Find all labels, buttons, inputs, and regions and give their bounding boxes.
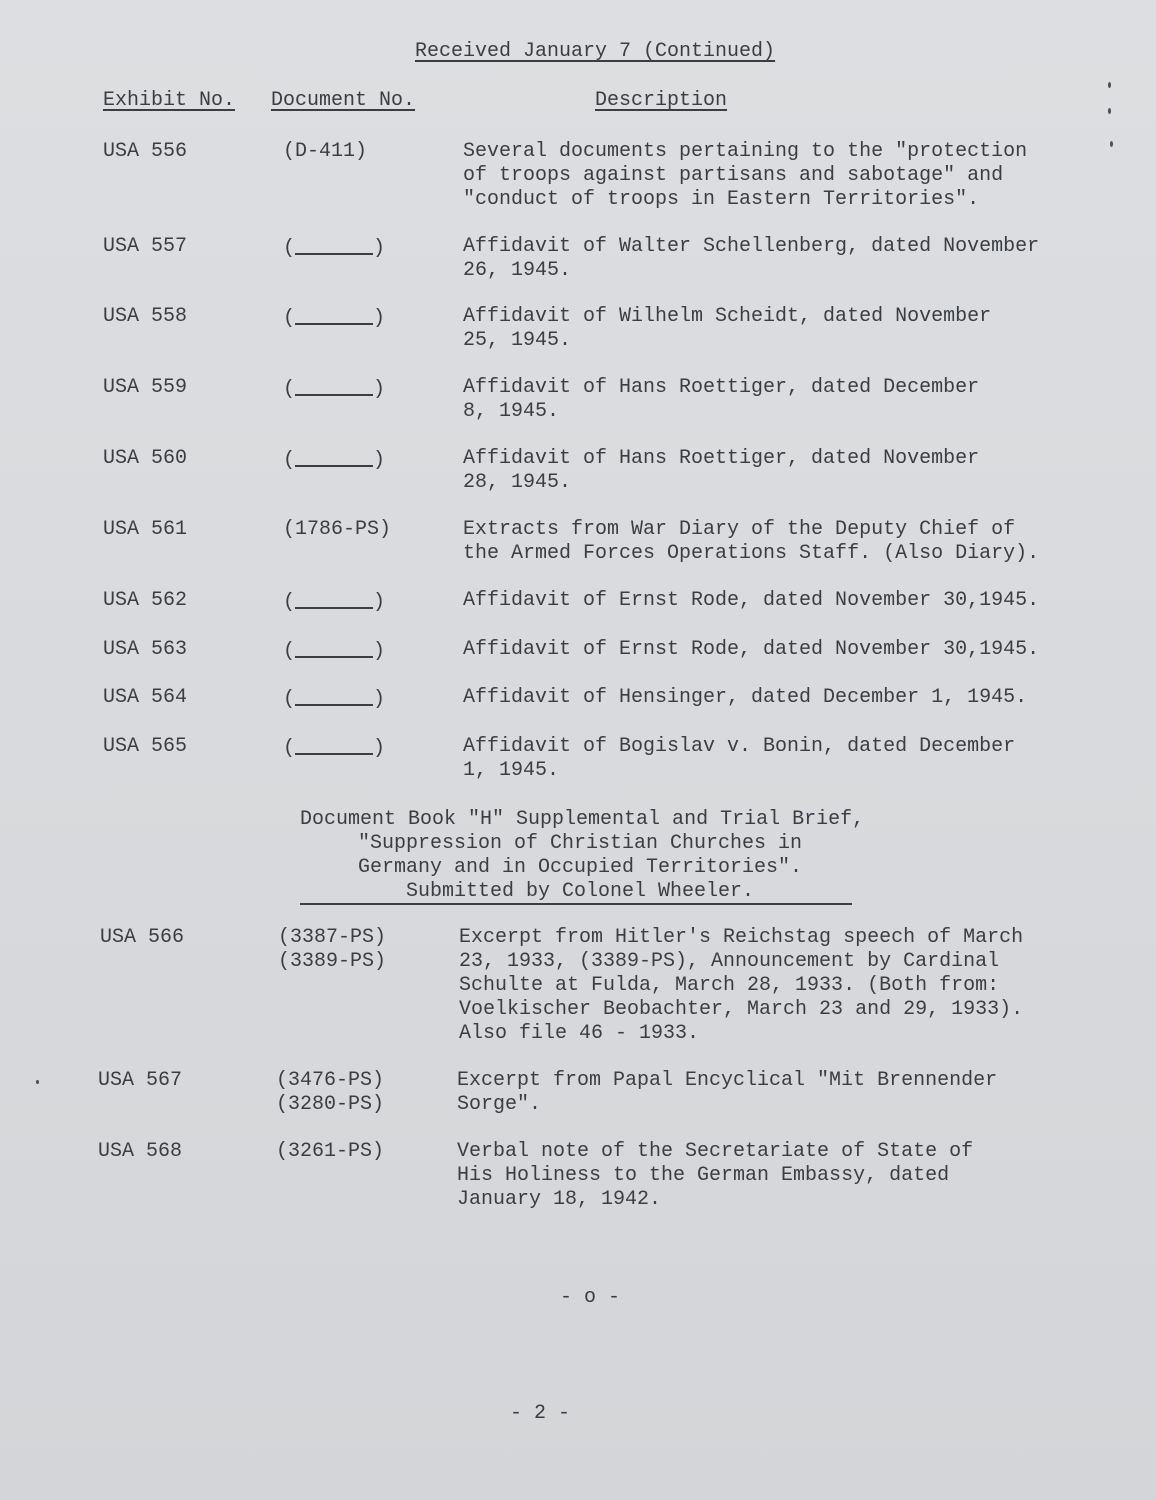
document-number-blank: ( ) [283, 378, 386, 401]
document-number-blank: ( ) [283, 737, 386, 760]
exhibit-number: USA 557 [103, 235, 188, 258]
exhibit-number: USA 562 [103, 589, 188, 612]
document-number: (3387-PS) (3389-PS) [278, 926, 387, 973]
end-separator: - o - [560, 1286, 621, 1309]
document-number: (1786-PS) [283, 518, 392, 541]
exhibit-number: USA 559 [103, 376, 188, 399]
description: Affidavit of Ernst Rode, dated November 30,1945. [463, 638, 1040, 661]
section-heading [300, 808, 865, 904]
description: Affidavit of Hans Roettiger, dated December 8, 1945. [463, 376, 980, 423]
description: Affidavit of Hans Roettiger, dated November 28, 1945. [463, 447, 980, 494]
document-number-blank: ( ) [283, 688, 386, 711]
exhibit-number: USA 558 [103, 305, 188, 328]
description: Several documents pertaining to the "protection of troops against partisans and sabotage" and "conduct of troops in Eastern Territories". [463, 140, 1028, 211]
exhibit-number: USA 561 [103, 518, 188, 541]
document-number-blank: ( ) [283, 307, 386, 330]
description: Affidavit of Bogislav v. Bonin, dated December 1, 1945. [463, 735, 1016, 782]
exhibit-number: USA 566 [100, 926, 185, 949]
column-header-exhibit: Exhibit No. [103, 89, 236, 112]
exhibit-number: USA 560 [103, 447, 188, 470]
description: Affidavit of Wilhelm Scheidt, dated November 25, 1945. [463, 305, 992, 352]
exhibit-number: USA 565 [103, 735, 188, 758]
document-number-blank: ( ) [283, 640, 386, 663]
section-underline [300, 903, 852, 905]
description: Excerpt from Papal Encyclical "Mit Brennender Sorge". [457, 1069, 998, 1116]
paper-speck [1110, 141, 1113, 147]
document-number: (3476-PS) (3280-PS) [276, 1069, 385, 1116]
exhibit-number: USA 556 [103, 140, 188, 163]
section-heading-text: Document Book "H" Supplemental and Trial Brief, "Suppression of Christian Churches in Germany and in Occupied Territories". Submitted by Colonel Wheeler. [300, 808, 865, 903]
exhibit-number: USA 564 [103, 686, 188, 709]
description: Affidavit of Walter Schellenberg, dated November 26, 1945. [463, 235, 1040, 282]
exhibit-number: USA 563 [103, 638, 188, 661]
column-header-document: Document No. [271, 89, 416, 112]
description: Excerpt from Hitler's Reichstag speech of March 23, 1933, (3389-PS), Announcement by Cardinal Schulte at Fulda, March 28, 1933. (Both from: Voelkischer Beobachter, March 23 and 29, 1933). Also file 46 - 1933. [459, 926, 1024, 1045]
document-number-blank: ( ) [283, 591, 386, 614]
document-number: (3261-PS) [276, 1140, 385, 1163]
description: Extracts from War Diary of the Deputy Chief of the Armed Forces Operations Staff. (Also Diary). [463, 518, 1040, 565]
paper-speck [36, 1080, 39, 1084]
document-number: (D-411) [283, 140, 368, 163]
paper-speck [1108, 82, 1111, 88]
page-heading: Received January 7 (Continued) [415, 40, 776, 63]
column-header-description: Description [595, 89, 728, 112]
exhibit-number: USA 567 [98, 1069, 183, 1092]
paper-speck [1108, 108, 1111, 114]
description: Verbal note of the Secretariate of State of His Holiness to the German Embassy, dated January 18, 1942. [457, 1140, 974, 1211]
description: Affidavit of Hensinger, dated December 1, 1945. [463, 686, 1028, 709]
page-number: - 2 - [510, 1402, 571, 1425]
description: Affidavit of Ernst Rode, dated November 30,1945. [463, 589, 1040, 612]
exhibit-number: USA 568 [98, 1140, 183, 1163]
document-number-blank: ( ) [283, 237, 386, 260]
document-number-blank: ( ) [283, 449, 386, 472]
